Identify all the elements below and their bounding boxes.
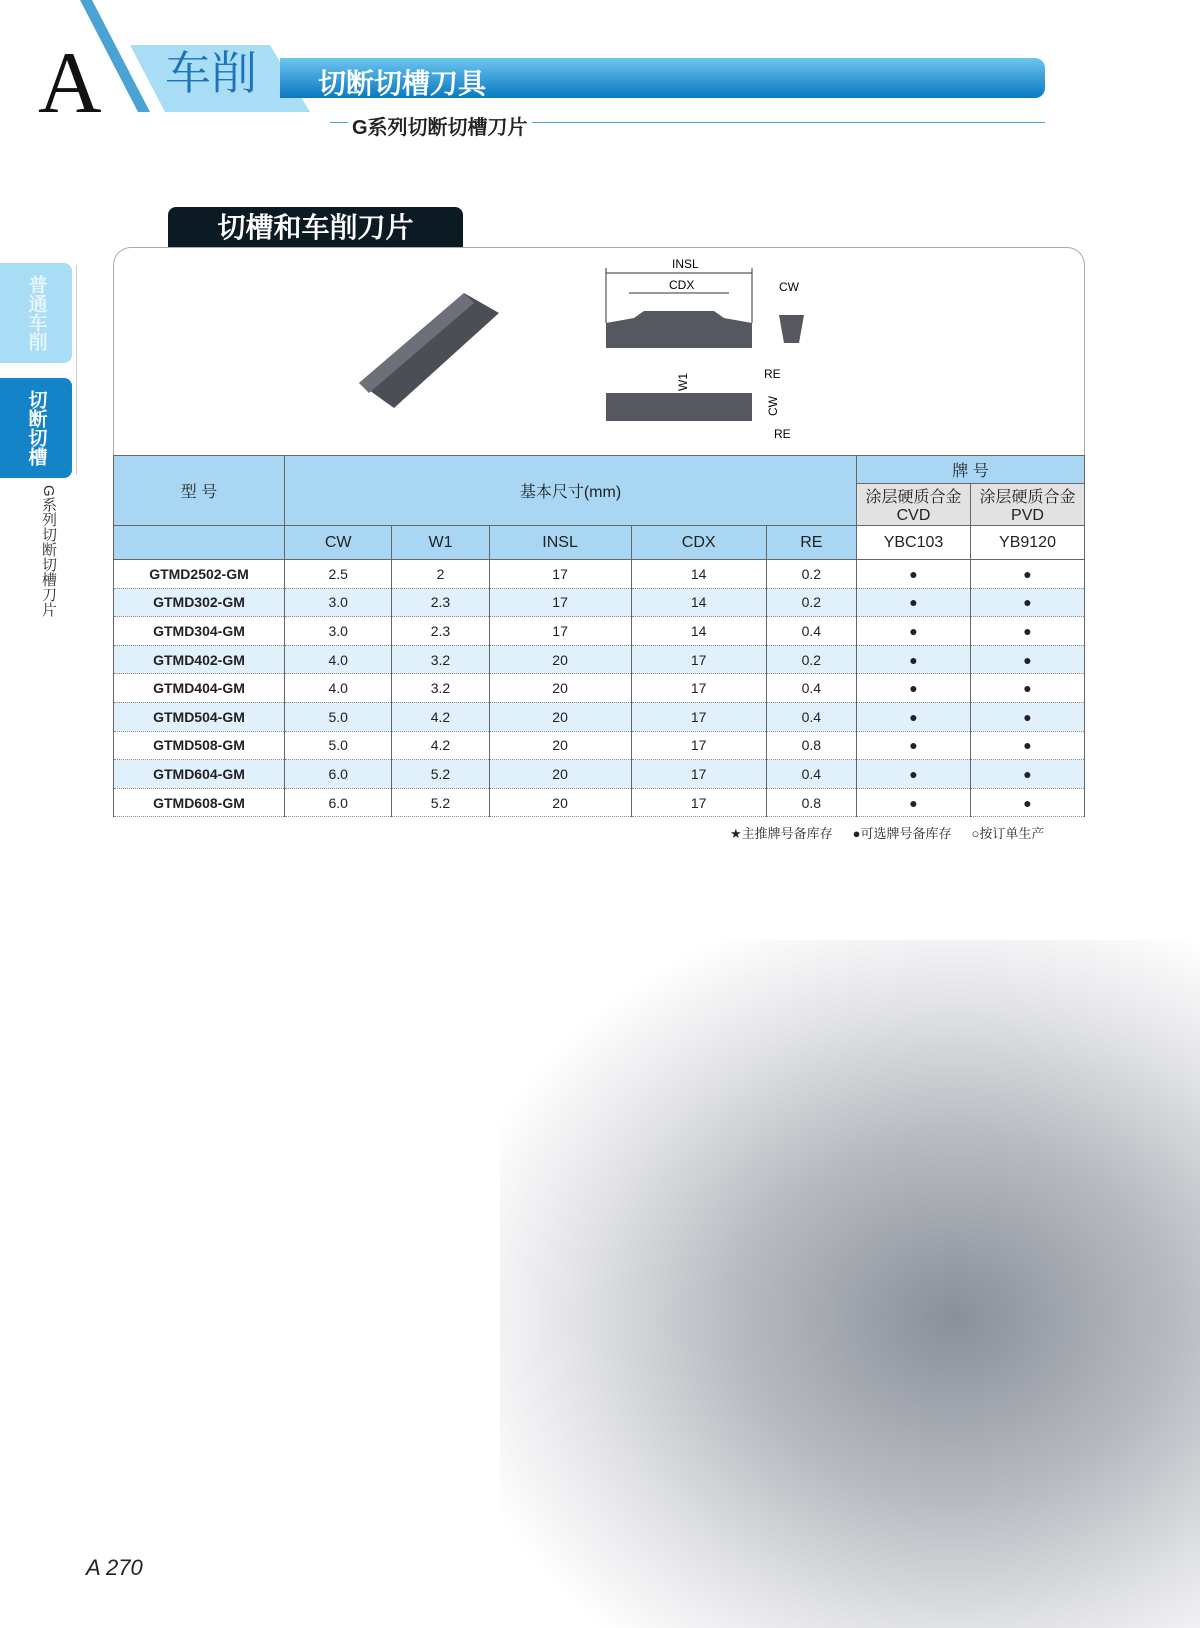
- value-cell: 4.0: [285, 645, 392, 674]
- value-cell: ●: [857, 788, 971, 817]
- value-cell: 2.3: [392, 617, 489, 646]
- value-cell: 2: [392, 560, 489, 589]
- value-cell: 17: [489, 560, 631, 589]
- stock-legend: ★主推牌号备库存 ●可选牌号备库存 ○按订单生产: [730, 826, 1045, 841]
- model-cell: GTMD604-GM: [114, 760, 285, 789]
- sidebar-divider: [76, 265, 77, 475]
- model-cell: GTMD608-GM: [114, 788, 285, 817]
- value-cell: ●: [971, 560, 1085, 589]
- value-cell: 0.8: [766, 731, 856, 760]
- value-cell: 14: [631, 560, 766, 589]
- column-header: CDX: [631, 526, 766, 560]
- value-cell: ●: [971, 588, 1085, 617]
- value-cell: 17: [631, 760, 766, 789]
- value-cell: 14: [631, 588, 766, 617]
- value-cell: 20: [489, 702, 631, 731]
- value-cell: ●: [857, 617, 971, 646]
- page-title: 切断切槽刀具: [318, 68, 487, 99]
- table-row: [114, 588, 1085, 617]
- value-cell: ●: [971, 674, 1085, 703]
- value-cell: 17: [631, 788, 766, 817]
- value-cell: 2.5: [285, 560, 392, 589]
- value-cell: ●: [857, 702, 971, 731]
- column-header: YB9120: [971, 526, 1085, 560]
- table-row: [114, 702, 1085, 731]
- value-cell: 3.2: [392, 674, 489, 703]
- value-cell: 0.8: [766, 788, 856, 817]
- column-header: INSL: [489, 526, 631, 560]
- value-cell: 0.2: [766, 645, 856, 674]
- table-row: [114, 617, 1085, 646]
- value-cell: 2.3: [392, 588, 489, 617]
- coat-cvd-header: 涂层硬质合金 CVD: [857, 484, 971, 526]
- chapter-category: 车削: [165, 47, 257, 99]
- value-cell: ●: [857, 645, 971, 674]
- model-cell: GTMD404-GM: [114, 674, 285, 703]
- coat-pvd-header: 涂层硬质合金 PVD: [971, 484, 1085, 526]
- value-cell: ●: [971, 731, 1085, 760]
- re-label-bottom: RE: [774, 427, 791, 441]
- value-cell: 4.2: [392, 731, 489, 760]
- cw-label-side: CW: [766, 396, 780, 416]
- value-cell: ●: [857, 731, 971, 760]
- column-header: CW: [285, 526, 392, 560]
- value-cell: ●: [971, 702, 1085, 731]
- column-header: RE: [766, 526, 856, 560]
- section-title: 切槽和车削刀片: [168, 207, 463, 247]
- insert-image: [354, 283, 514, 423]
- value-cell: 0.2: [766, 560, 856, 589]
- value-cell: 20: [489, 760, 631, 789]
- value-cell: 6.0: [285, 788, 392, 817]
- value-cell: 17: [489, 588, 631, 617]
- table-row: [114, 731, 1085, 760]
- value-cell: 17: [489, 617, 631, 646]
- page-subtitle: G系列切断切槽刀片: [348, 111, 532, 140]
- table-row: [114, 645, 1085, 674]
- column-header: YBC103: [857, 526, 971, 560]
- value-cell: 17: [631, 674, 766, 703]
- grade-header: 牌 号: [857, 456, 1085, 484]
- value-cell: 14: [631, 617, 766, 646]
- chapter-letter: A: [38, 35, 102, 132]
- w1-label: W1: [676, 373, 690, 391]
- value-cell: 4.2: [392, 702, 489, 731]
- sidebar-tab-general-turning[interactable]: 普通车削: [0, 263, 72, 363]
- model-cell: GTMD508-GM: [114, 731, 285, 760]
- model-cell: GTMD504-GM: [114, 702, 285, 731]
- model-cell: GTMD2502-GM: [114, 560, 285, 589]
- value-cell: 20: [489, 731, 631, 760]
- value-cell: 17: [631, 645, 766, 674]
- value-cell: 5.2: [392, 760, 489, 789]
- re-label-top: RE: [764, 367, 781, 381]
- value-cell: 5.0: [285, 731, 392, 760]
- insert-spec-table: [113, 455, 1085, 817]
- value-cell: ●: [857, 674, 971, 703]
- value-cell: 20: [489, 674, 631, 703]
- value-cell: ●: [857, 560, 971, 589]
- value-cell: ●: [857, 760, 971, 789]
- model-subheader: [114, 526, 285, 560]
- value-cell: 3.2: [392, 645, 489, 674]
- value-cell: 0.4: [766, 702, 856, 731]
- value-cell: 17: [631, 731, 766, 760]
- value-cell: 3.0: [285, 588, 392, 617]
- model-cell: GTMD302-GM: [114, 588, 285, 617]
- value-cell: 0.2: [766, 588, 856, 617]
- sidebar-tab-parting-grooving[interactable]: 切断切槽: [0, 378, 72, 478]
- model-header: 型 号: [114, 456, 285, 526]
- value-cell: 6.0: [285, 760, 392, 789]
- cw-label: CW: [779, 280, 799, 294]
- page-number: A 270: [86, 1555, 143, 1580]
- cdx-label: CDX: [669, 278, 695, 292]
- value-cell: 3.0: [285, 617, 392, 646]
- value-cell: 5.0: [285, 702, 392, 731]
- table-row: [114, 560, 1085, 589]
- value-cell: ●: [971, 617, 1085, 646]
- value-cell: 17: [631, 702, 766, 731]
- product-image-panel: [113, 247, 1085, 457]
- table-row: [114, 788, 1085, 817]
- value-cell: 0.4: [766, 760, 856, 789]
- dims-header: 基本尺寸(mm): [285, 456, 857, 526]
- value-cell: ●: [971, 788, 1085, 817]
- value-cell: 20: [489, 645, 631, 674]
- model-cell: GTMD402-GM: [114, 645, 285, 674]
- table-row: [114, 674, 1085, 703]
- value-cell: 5.2: [392, 788, 489, 817]
- value-cell: ●: [857, 588, 971, 617]
- value-cell: 0.4: [766, 674, 856, 703]
- sidebar-section-label: G系列切断切槽刀片: [40, 485, 57, 617]
- insl-label: INSL: [672, 257, 699, 271]
- machining-photo: [500, 940, 1200, 1628]
- value-cell: 0.4: [766, 617, 856, 646]
- column-header: W1: [392, 526, 489, 560]
- value-cell: ●: [971, 760, 1085, 789]
- value-cell: ●: [971, 645, 1085, 674]
- value-cell: 20: [489, 788, 631, 817]
- table-row: [114, 760, 1085, 789]
- value-cell: 4.0: [285, 674, 392, 703]
- dimension-diagram: [604, 253, 834, 443]
- model-cell: GTMD304-GM: [114, 617, 285, 646]
